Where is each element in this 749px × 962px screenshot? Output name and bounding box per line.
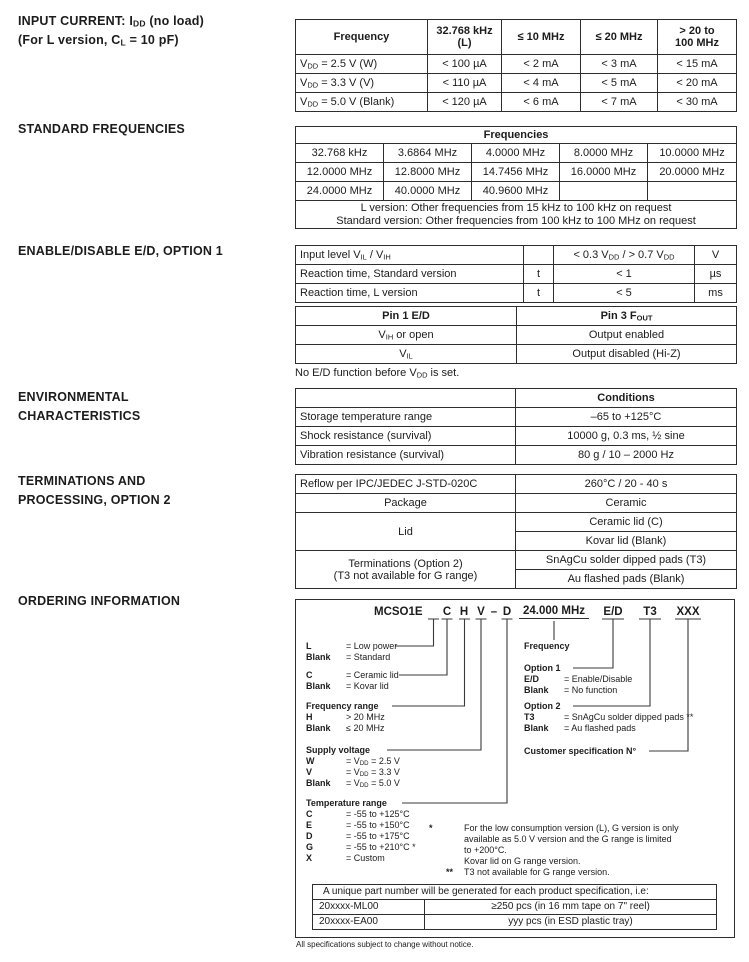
value-cell: 40.0000 MHz xyxy=(384,182,472,201)
legend-code: W xyxy=(306,756,315,766)
header-line: > 20 to xyxy=(679,25,715,37)
legend-entry xyxy=(306,831,416,842)
legend-value: = Ceramic lid xyxy=(346,670,399,680)
legend-title: Option 2 xyxy=(524,701,561,711)
value-cell: Ceramic lid (C) xyxy=(516,513,737,532)
header-cell: A unique part number will be generated for each product specification, i.e: xyxy=(313,885,717,900)
header-cell: Frequency xyxy=(296,20,428,55)
legend-value: = Kovar lid xyxy=(346,681,389,691)
part-code-option2: T3 xyxy=(643,606,657,618)
part-code-customer-spec: XXX xyxy=(676,606,700,618)
environmental-table xyxy=(295,388,737,465)
legend-value: > 20 MHz xyxy=(346,712,385,722)
table-row xyxy=(296,446,737,465)
value-cell: $V_{IH}$ or open xyxy=(296,326,517,345)
legend-code: Blank xyxy=(306,652,331,662)
value-cell: 24.0000 MHz xyxy=(296,182,384,201)
legend-value: = Au flashed pads xyxy=(564,723,636,733)
symbol-cell: t xyxy=(524,284,554,303)
value-cell: < 15 mA xyxy=(658,55,737,74)
legend-entry xyxy=(524,674,632,685)
terminations-table xyxy=(295,474,737,589)
legend-value: = -55 to +150°C xyxy=(346,820,410,830)
legend-value: = No function xyxy=(564,685,618,695)
value-cell: 260°C / 20 - 40 s xyxy=(516,475,737,494)
legend-entry xyxy=(524,712,693,723)
quantity-cell: ≥250 pcs (in 16 mm tape on 7" reel) xyxy=(425,900,717,915)
legend-code: Blank xyxy=(524,685,549,695)
heading-ordering-information: ORDERING INFORMATION xyxy=(18,594,181,608)
table-note-row xyxy=(296,201,737,229)
legend-code: G xyxy=(306,842,314,852)
row-label-cell: Reaction time, L version xyxy=(296,284,524,303)
value-cell: –65 to +125°C xyxy=(516,408,737,427)
table-row xyxy=(296,345,737,364)
note-line: Standard version: Other frequencies from 100 kHz to 100 MHz on request xyxy=(336,214,696,227)
legend-code: D xyxy=(306,831,313,841)
legend-entry xyxy=(306,652,397,663)
symbol-cell: t xyxy=(524,265,554,284)
table-row xyxy=(313,900,717,915)
value-cell: < 5 mA xyxy=(581,74,658,93)
legend-code: Blank xyxy=(306,681,331,691)
legend-value: ≤ 20 MHz xyxy=(346,723,385,733)
legend-code: H xyxy=(306,712,313,722)
table-row xyxy=(313,915,717,930)
value-cell xyxy=(560,182,648,201)
value-cell: < 3 mA xyxy=(581,55,658,74)
legend-power-group xyxy=(306,641,397,663)
legend-frequency-range-group xyxy=(306,701,385,734)
row-label-cell: Lid xyxy=(296,513,516,551)
header-cell xyxy=(428,20,502,55)
table-header-row xyxy=(296,127,737,144)
heading-enable-disable: ENABLE/DISABLE E/D, OPTION 1 xyxy=(18,244,223,258)
legend-value: = SnAgCu solder dipped pads ** xyxy=(564,712,694,722)
header-cell: Pin 1 E/D xyxy=(296,307,517,326)
legend-entry xyxy=(306,670,399,681)
label-line: Terminations (Option 2) xyxy=(348,557,463,570)
note-line: T3 not available for G range version. xyxy=(464,867,610,877)
legend-value: = $V_{DD} = 3.3$ V xyxy=(346,767,400,779)
table-row xyxy=(296,284,737,303)
legend-entry xyxy=(306,853,416,864)
legend-code: X xyxy=(306,853,313,863)
legend-code: Blank xyxy=(524,723,549,733)
header-cell xyxy=(658,20,737,55)
heading-terminations-line1: TERMINATIONS AND xyxy=(18,474,146,488)
value-cell: Output disabled (Hi-Z) xyxy=(517,345,737,364)
note-line: Kovar lid on G range version. xyxy=(464,856,581,866)
header-line: 32.768 kHz xyxy=(436,25,493,37)
legend-value: = -55 to +175°C xyxy=(346,831,410,841)
heading-environmental-line2: CHARACTERISTICS xyxy=(18,409,141,423)
part-code-temperature: D xyxy=(502,606,512,618)
header-cell: ≤ 20 MHz xyxy=(581,20,658,55)
value-cell: < 100 µA xyxy=(428,55,502,74)
value-cell: 80 g / 10 – 2000 Hz xyxy=(516,446,737,465)
value-cell: $V_{IL}$ xyxy=(296,345,517,364)
value-cell: 4.0000 MHz xyxy=(472,144,560,163)
value-cell: 8.0000 MHz xyxy=(560,144,648,163)
note-line: available as 5.0 V version and the G range is limited xyxy=(464,834,672,844)
enable-disable-table xyxy=(295,245,737,303)
table-row xyxy=(296,408,737,427)
part-number-cell: 20xxxx-EA00 xyxy=(313,915,425,930)
note-line: L version: Other frequencies from 15 kHz to 100 kHz on request xyxy=(360,201,672,214)
quantity-cell: yyy pcs (in ESD plastic tray) xyxy=(425,915,717,930)
legend-entry xyxy=(306,820,416,831)
frequencies-table xyxy=(295,126,737,229)
value-cell: Output enabled xyxy=(517,326,737,345)
unit-cell: ms xyxy=(695,284,737,303)
legend-entry xyxy=(306,809,416,820)
value-cell: 12.0000 MHz xyxy=(296,163,384,182)
legend-code: V xyxy=(306,767,313,777)
legend-code: E xyxy=(306,820,313,830)
row-label-cell: Vibration resistance (survival) xyxy=(296,446,516,465)
heading-terminations-line2: PROCESSING, OPTION 2 xyxy=(18,493,171,507)
row-label-cell xyxy=(296,551,516,589)
legend-option1-group xyxy=(524,663,632,696)
value-cell: < 7 mA xyxy=(581,93,658,112)
value-cell: < 110 µA xyxy=(428,74,502,93)
value-cell: 32.768 kHz xyxy=(296,144,384,163)
double-star-symbol: ** xyxy=(446,867,454,877)
legend-temperature-range-group xyxy=(306,798,416,864)
part-code-option1: E/D xyxy=(603,606,623,618)
heading-environmental-line1: ENVIRONMENTAL xyxy=(18,390,129,404)
header-cell xyxy=(296,389,516,408)
legend-title: Option 1 xyxy=(524,663,561,673)
part-number-prefix: MCSO1E xyxy=(374,606,423,618)
table-row xyxy=(296,513,737,532)
unit-cell: V xyxy=(695,246,737,265)
header-cell: ≤ 10 MHz xyxy=(502,20,581,55)
legend-entry xyxy=(306,756,400,767)
legend-entry xyxy=(306,723,385,734)
value-cell: 12.8000 MHz xyxy=(384,163,472,182)
table-row xyxy=(296,326,737,345)
table-row xyxy=(296,144,737,163)
note-cell xyxy=(296,201,737,229)
legend-lid-group xyxy=(306,670,399,692)
legend-code: T3 xyxy=(524,712,535,722)
legend-code: C xyxy=(306,670,313,680)
symbol-cell xyxy=(524,246,554,265)
value-cell xyxy=(648,182,737,201)
row-label-cell: Reflow per IPC/JEDEC J-STD-020C xyxy=(296,475,516,494)
value-cell: Ceramic xyxy=(516,494,737,513)
legend-option2-group xyxy=(524,701,693,734)
value-cell: < 1 xyxy=(554,265,695,284)
legend-value: = Standard xyxy=(346,652,391,662)
table-row xyxy=(296,475,737,494)
unit-cell: µs xyxy=(695,265,737,284)
note-line: to +200°C. xyxy=(464,845,507,855)
table-header-row xyxy=(296,20,737,55)
value-cell: 20.0000 MHz xyxy=(648,163,737,182)
ordering-information-box xyxy=(295,599,735,938)
row-label-cell: Package xyxy=(296,494,516,513)
header-line: (L) xyxy=(457,37,472,49)
value-cell: Kovar lid (Blank) xyxy=(516,532,737,551)
table-header-row xyxy=(296,389,737,408)
legend-code: Blank xyxy=(306,723,331,733)
value-cell: 10.0000 MHz xyxy=(648,144,737,163)
legend-value: = Low power xyxy=(346,641,398,651)
row-label-cell: Input level $V_{IL} / V_{IH}$ xyxy=(296,246,524,265)
value-cell: < 0.3 $V_{DD}$ / > 0.7 $V_{DD}$ xyxy=(554,246,695,265)
legend-value: = $V_{DD} = 5.0$ V xyxy=(346,778,400,790)
value-cell: < 30 mA xyxy=(658,93,737,112)
table-row xyxy=(296,246,737,265)
heading-standard-frequencies: STANDARD FREQUENCIES xyxy=(18,122,185,136)
value-cell: < 6 mA xyxy=(502,93,581,112)
value-cell: < 120 µA xyxy=(428,93,502,112)
legend-entry xyxy=(306,767,400,778)
row-label-cell: Shock resistance (survival) xyxy=(296,427,516,446)
legend-entry xyxy=(306,681,399,692)
table-row xyxy=(296,265,737,284)
part-code-frequency: 24.000 MHz xyxy=(519,605,589,619)
part-code-supply-voltage: V xyxy=(477,606,485,618)
table-header-row xyxy=(296,307,737,326)
legend-supply-voltage-group xyxy=(306,745,400,789)
heading-input-current-line2: (For L version, $C_L = 10$ pF) xyxy=(18,33,179,48)
value-cell: < 5 xyxy=(554,284,695,303)
value-cell: 40.9600 MHz xyxy=(472,182,560,201)
value-cell: 14.7456 MHz xyxy=(472,163,560,182)
legend-code: Blank xyxy=(306,778,331,788)
row-label-cell: Reaction time, Standard version xyxy=(296,265,524,284)
legend-entry xyxy=(306,641,397,652)
legend-entry xyxy=(306,842,416,853)
table-row xyxy=(296,163,737,182)
value-cell: < 2 mA xyxy=(502,55,581,74)
legend-customer-spec-title: Customer specification N° xyxy=(524,746,637,756)
value-cell: 3.6864 MHz xyxy=(384,144,472,163)
row-label-cell: $V_{DD} = 3.3$ V (V) xyxy=(296,74,428,93)
legend-title: Temperature range xyxy=(306,798,387,808)
legend-value: = -55 to +210°C * xyxy=(346,842,416,852)
legend-title: Frequency range xyxy=(306,701,379,711)
legend-value: = $V_{DD} = 2.5$ V xyxy=(346,756,400,768)
part-code-frequency-range: H xyxy=(459,606,469,618)
table-row xyxy=(296,182,737,201)
header-cell: Conditions xyxy=(516,389,737,408)
legend-value: = -55 to +125°C xyxy=(346,809,410,819)
header-line: 100 MHz xyxy=(674,37,720,49)
table-row xyxy=(296,55,737,74)
table-row xyxy=(296,74,737,93)
row-label-cell: $V_{DD} = 2.5$ V (W) xyxy=(296,55,428,74)
pin-table-note: No E/D function before $V_{DD}$ is set. xyxy=(295,367,460,380)
heading-input-current-line1: INPUT CURRENT: $I_{DD}$ (no load) xyxy=(18,14,204,29)
legend-entry xyxy=(306,712,385,723)
legend-code: C xyxy=(306,809,313,819)
legend-code: L xyxy=(306,641,312,651)
label-line: (T3 not available for G range) xyxy=(333,569,478,582)
legend-title: Supply voltage xyxy=(306,745,371,755)
legend-frequency-title: Frequency xyxy=(524,641,570,651)
row-label-cell: Storage temperature range xyxy=(296,408,516,427)
pin-function-table xyxy=(295,306,737,364)
value-cell: Au flashed pads (Blank) xyxy=(516,570,737,589)
star-symbol: * xyxy=(429,823,433,833)
value-cell: SnAgCu solder dipped pads (T3) xyxy=(516,551,737,570)
value-cell: < 20 mA xyxy=(658,74,737,93)
value-cell: < 4 mA xyxy=(502,74,581,93)
table-row xyxy=(296,93,737,112)
input-current-table xyxy=(295,19,737,112)
value-cell: 16.0000 MHz xyxy=(560,163,648,182)
row-label-cell: $V_{DD} = 5.0$ V (Blank) xyxy=(296,93,428,112)
legend-entry xyxy=(524,723,693,734)
legend-entry xyxy=(306,778,400,789)
part-number-cell: 20xxxx-ML00 xyxy=(313,900,425,915)
star-note xyxy=(464,823,679,878)
table-row xyxy=(296,551,737,570)
legend-value: = Custom xyxy=(346,853,385,863)
legend-entry xyxy=(524,685,632,696)
footer-disclaimer: All specifications subject to change without notice. xyxy=(296,940,474,949)
note-line: For the low consumption version (L), G version is only xyxy=(464,823,679,833)
legend-value: = Enable/Disable xyxy=(564,674,633,684)
part-code-lid: C xyxy=(442,606,452,618)
table-header-row xyxy=(313,885,717,900)
part-code-separator: – xyxy=(490,606,498,618)
part-number-table xyxy=(312,884,717,930)
header-cell: Frequencies xyxy=(296,127,737,144)
header-cell: Pin 3 $F_{OUT}$ xyxy=(517,307,737,326)
table-row xyxy=(296,427,737,446)
table-row xyxy=(296,494,737,513)
legend-code: E/D xyxy=(524,674,540,684)
value-cell: 10000 g, 0.3 ms, ½ sine xyxy=(516,427,737,446)
